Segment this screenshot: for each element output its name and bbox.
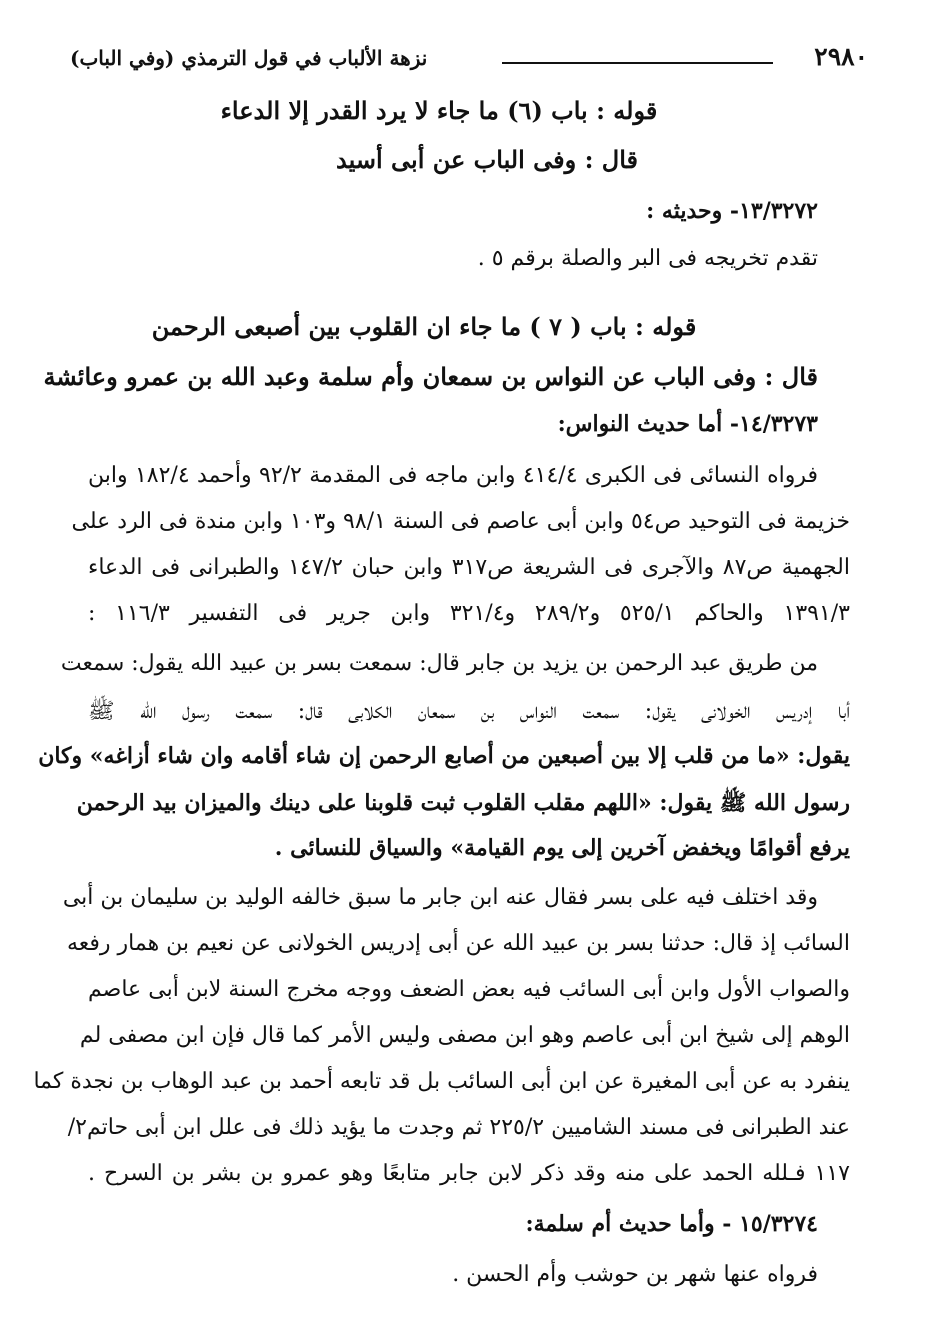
hadith-number-3274: ١٥/٣٢٧٤ - وأما حديث أم سلمة: [525, 1211, 818, 1237]
paragraph-line: رسول الله ﷺ يقول: «اللهم مقلب القلوب ثبت قلوبنا على دينك والميزان بيد الرحمن [76, 790, 850, 816]
paragraph-line: من طريق عبد الرحمن بن يزيد بن جابر قال: سمعت بسر بن عبيد الله يقول: سمعت [60, 651, 818, 676]
paragraph-line: وقد اختلف فيه على بسر فقال عنه ابن جابر ما سبق خالفه الوليد بن سليمان بن أبى [62, 885, 818, 910]
header-rule [502, 62, 773, 64]
paragraph-line: السائب إذ قال: حدثنا بسر بن عبيد الله عن أبى إدريس الخولانى عن نعيم بن همار رفعه [67, 931, 850, 956]
paragraph-line: أبا إدريس الخولانى يقول: سمعت النواس بن سمعان الكلابى قال: سمعت رسول الله ﷺ [88, 699, 850, 724]
paragraph-line: فرواه النسائى فى الكبرى ٤١٤/٤ وابن ماجه فى المقدمة ٩٢/٢ وأحمد ١٨٢/٤ وابن [88, 463, 818, 488]
paragraph-line: عند الطبرانى فى مسند الشاميين ٢٢٥/٢ ثم وجدت ما يؤيد ذلك فى علل ابن أبى حاتم٢/ [67, 1115, 850, 1140]
hadith-3274-text: فرواه عنها شهر بن حوشب وأم الحسن . [452, 1262, 818, 1287]
paragraph-line: يقول: «ما من قلب إلا بين أصبعين من أصابع الرحمن إن شاء أقامه وان شاء أزاغه» وكان [38, 743, 850, 769]
running-title: نزهة الألباب في قول الترمذي (وفي الباب) [70, 46, 428, 70]
paragraph-line: خزيمة فى التوحيد ص٥٤ وابن أبى عاصم فى السنة ٩٨/١ و١٠٣ وابن مندة فى الرد على [71, 509, 850, 534]
hadith-number-3272: ١٣/٣٢٧٢- وحديثه : [646, 198, 818, 224]
chapter-7-qal: قال : وفى الباب عن النواس بن سمعان وأم سلمة وعبد الله بن عمرو وعائشة [43, 362, 818, 391]
page-number: ٢٩٨٠ [814, 42, 868, 71]
hadith-3272-text: تقدم تخريجه فى البر والصلة برقم ٥ . [477, 246, 818, 271]
paragraph-line: يرفع أقوامًا ويخفض آخرين إلى يوم القيامة» والسياق للنسائى . [274, 835, 850, 861]
hadith-number-3273: ١٤/٣٢٧٣- أما حديث النواس: [557, 411, 818, 437]
page-header [70, 42, 868, 82]
paragraph-line: الجهمية ص٨٧ والآجرى فى الشريعة ص٣١٧ وابن حبان ١٤٧/٢ والطبرانى فى الدعاء [88, 555, 850, 580]
chapter-6-qal: قال : وفى الباب عن أبى أسيد [336, 145, 638, 174]
chapter-7-heading: قوله : باب ( ٧ ) ما جاء ان القلوب بين أصبعى الرحمن [151, 312, 697, 341]
paragraph-line: ١٣٩١/٣ والحاكم ٥٢٥/١ و٢٨٩/٢ و٣٢١/٤ وابن جرير فى التفسير ١١٦/٣ : [88, 601, 850, 626]
paragraph-line: ١١٧ فـلله الحمد على منه وقد ذكر لابن جابر متابعًا وهو عمرو بن بشر بن السرح . [88, 1161, 850, 1186]
paragraph-line: ينفرد به عن أبى المغيرة عن ابن أبى السائب بل قد تابعه أحمد بن عبد الوهاب بن نجدة كما [33, 1069, 850, 1094]
paragraph-line: الوهم إلى شيخ ابن أبى عاصم وهو ابن مصفى وليس الأمر كما قال فإن ابن مصفى لم [79, 1023, 850, 1048]
paragraph-line: والصواب الأول وابن أبى السائب فيه بعض الضعف ووجه مخرج السنة لابن أبى عاصم [88, 977, 850, 1002]
chapter-6-heading: قوله : باب (٦) ما جاء لا يرد القدر إلا الدعاء [220, 96, 658, 125]
